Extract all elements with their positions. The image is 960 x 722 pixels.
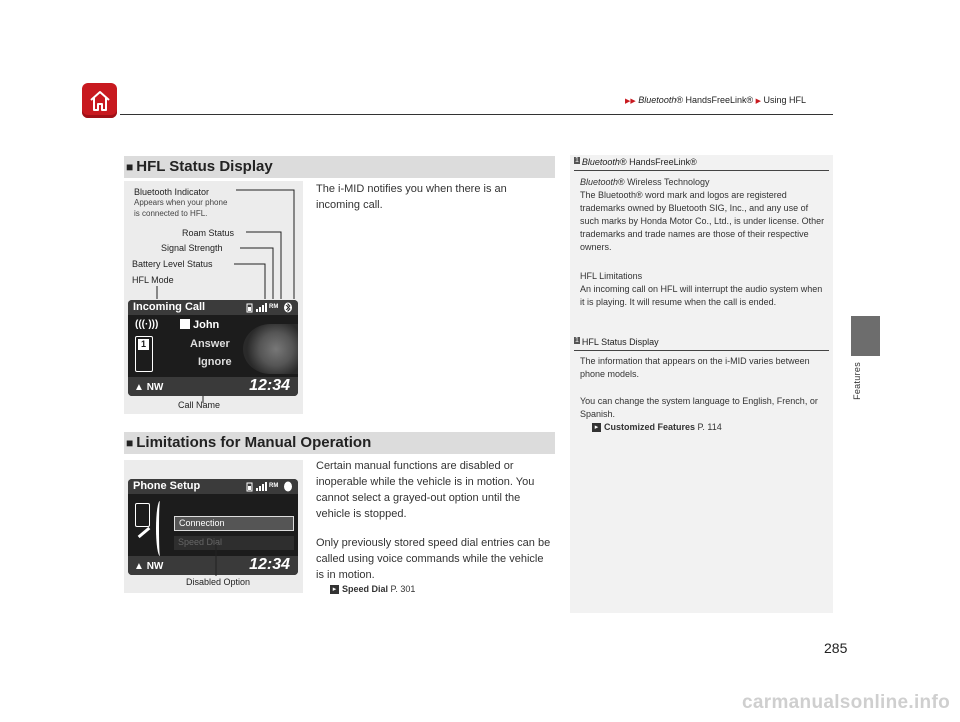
note1-para1: The Bluetooth® word mark and logos are registered trademarks owned by Bluetooth SIG, Inc., and any use of such marks by Honda Motor Co., Ltd., is under license. Other trademarks and trade names are those of their respective owners. bbox=[580, 190, 825, 252]
caller-name: John bbox=[180, 319, 219, 331]
home-icon bbox=[88, 89, 112, 113]
breadcrumb bbox=[625, 95, 806, 105]
note1-rule bbox=[574, 170, 829, 171]
breadcrumb-using-hfl[interactable]: Using HFL bbox=[763, 95, 807, 105]
answer-option[interactable]: Answer bbox=[190, 338, 230, 350]
clock: 12:34 bbox=[249, 377, 290, 394]
connection-option[interactable]: Connection bbox=[174, 516, 294, 531]
ignore-option[interactable]: Ignore bbox=[198, 356, 232, 368]
breadcrumb-bluetooth[interactable]: Bluetooth bbox=[638, 95, 677, 105]
callout-lines bbox=[124, 460, 303, 593]
speed-dial-ref[interactable]: ▸ Speed Dial P. 301 bbox=[330, 584, 415, 594]
watermark: carmanualsonline.info bbox=[742, 692, 950, 713]
disabled-option-label: Disabled Option bbox=[186, 577, 251, 587]
note1-para2-title: HFL Limitations bbox=[580, 271, 643, 281]
bluetooth-indicator-note-1: Appears when your phone bbox=[134, 198, 228, 207]
customized-features-ref[interactable]: ▸ Customized Features P. 114 bbox=[592, 422, 722, 432]
roam-status-label: Roam Status bbox=[182, 228, 235, 238]
note2-rule bbox=[574, 350, 829, 351]
section2-body-2: Only previously stored speed dial entries can be called using voice commands while the vehicle is in motion. bbox=[316, 537, 551, 581]
chapter-tab[interactable] bbox=[851, 316, 880, 356]
call-name-label: Call Name bbox=[178, 400, 221, 410]
bluetooth-indicator-note-2: is connected to HFL. bbox=[134, 209, 208, 218]
chevron-right-icon: ▶ bbox=[755, 98, 762, 105]
note1-title: 1 Bluetooth® HandsFreeLink® bbox=[575, 157, 697, 167]
note1-line1: Bluetooth® Wireless Technology bbox=[580, 177, 710, 187]
clock: 12:34 bbox=[249, 556, 290, 573]
compass: ▲ NW bbox=[134, 561, 164, 572]
breadcrumb-hfl[interactable]: ® HandsFreeLink® bbox=[676, 95, 754, 105]
hfl-mode-icon: (((·))) bbox=[135, 319, 159, 330]
page-ref-icon: ▸ bbox=[592, 423, 601, 432]
contact-icon bbox=[180, 319, 190, 329]
hfl-mode-label: HFL Mode bbox=[132, 275, 174, 285]
note1-para2: An incoming call on HFL will interrupt the audio system when it is playing. It will resume when the call is ended. bbox=[580, 284, 823, 307]
sidebar-notes bbox=[570, 155, 833, 613]
section-title-limitations: ■ Limitations for Manual Operation bbox=[124, 432, 555, 454]
page-ref-icon: ▸ bbox=[330, 585, 339, 594]
svg-text:RM: RM bbox=[269, 483, 279, 489]
svg-text:RM: RM bbox=[269, 304, 279, 310]
note2-para1: The information that appears on the i-MID varies between phone models. bbox=[580, 356, 810, 379]
signal-strength-label: Signal Strength bbox=[161, 243, 223, 253]
compass: ▲ NW bbox=[134, 382, 164, 393]
phone-setup-figure bbox=[124, 460, 303, 593]
phone-icon: 1 bbox=[135, 336, 153, 372]
screen-title: Incoming Call bbox=[133, 301, 206, 313]
chevron-right-icon: ▶▶ bbox=[625, 98, 636, 105]
incoming-call-screen bbox=[128, 300, 298, 396]
screen-title: Phone Setup bbox=[133, 480, 201, 492]
header-rule bbox=[120, 114, 833, 115]
page-number: 285 bbox=[824, 640, 848, 656]
section2-body-1: Certain manual functions are disabled or inoperable while the vehicle is in motion. You cannot select a grayed-out option until the vehicle is stopped. bbox=[316, 460, 535, 520]
hfl-status-figure bbox=[124, 181, 303, 414]
home-button[interactable] bbox=[82, 83, 117, 118]
status-icons bbox=[246, 302, 294, 313]
note2-para2: You can change the system language to English, French, or Spanish. bbox=[580, 396, 818, 419]
battery-level-label: Battery Level Status bbox=[132, 259, 213, 269]
section-title-hfl-status: ■ HFL Status Display bbox=[124, 156, 555, 178]
note2-title: 1 HFL Status Display bbox=[575, 337, 659, 347]
speed-dial-option-disabled: Speed Dial bbox=[174, 536, 294, 550]
bluetooth-indicator-label: Bluetooth Indicator bbox=[134, 187, 210, 197]
chapter-label: Features bbox=[852, 362, 862, 400]
section1-body: The i-MID notifies you when there is an incoming call. bbox=[316, 183, 507, 211]
selector-dial bbox=[243, 324, 298, 374]
